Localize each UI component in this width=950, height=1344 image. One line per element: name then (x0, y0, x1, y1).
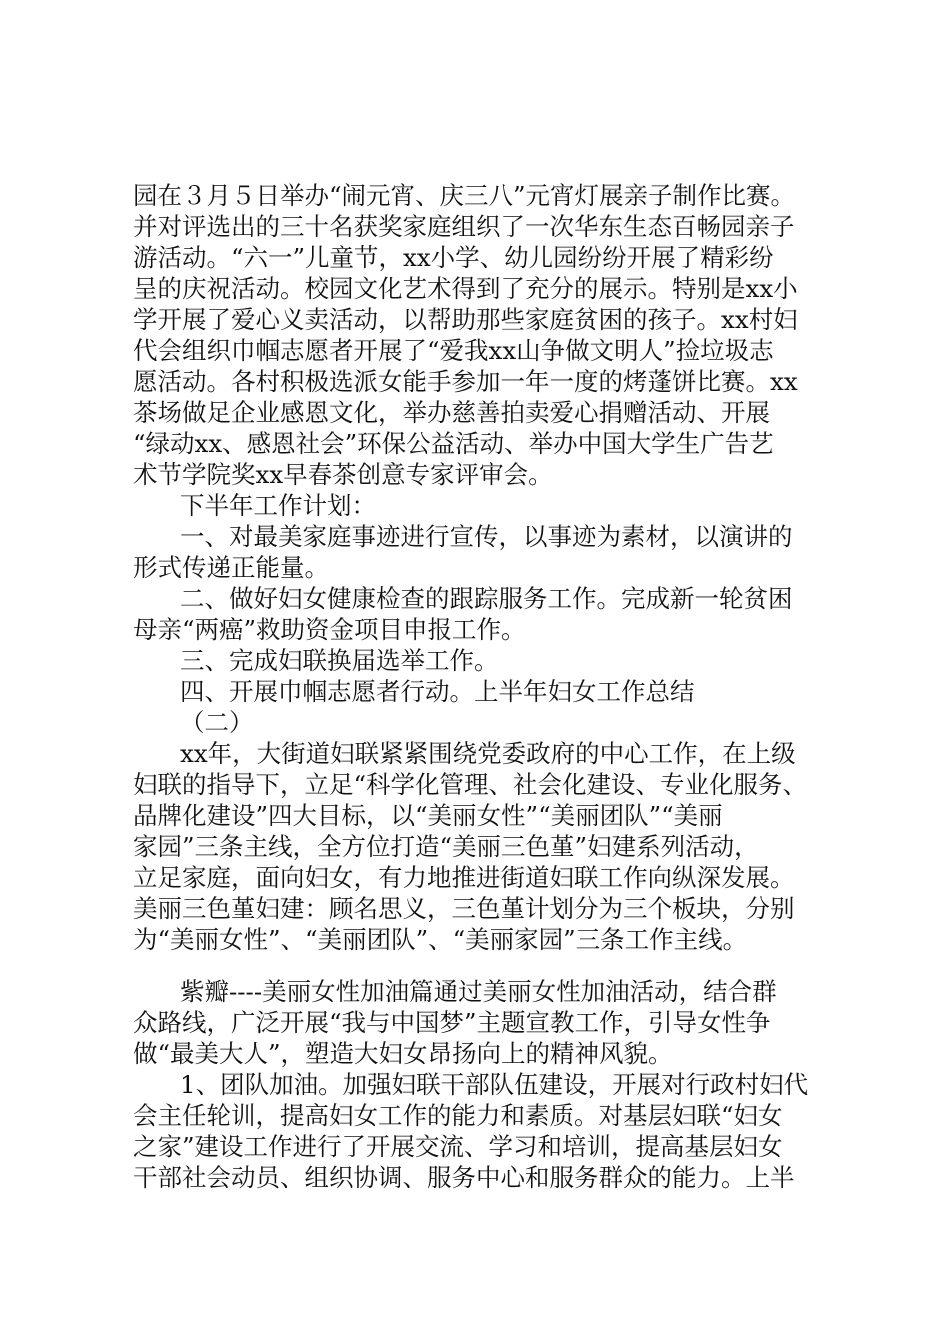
text-line: 代会组织巾帼志愿者开展了“爱我xx山争做文明人”捡垃圾志 (133, 336, 774, 365)
text-line: 茶场做足企业感恩文化，举办慈善拍卖爱心捐赠活动、开展 (133, 398, 770, 427)
text-line: 呈的庆祝活动。校园文化艺术得到了充分的展示。特别是xx小 (133, 274, 798, 303)
text-line: 妇联的指导下，立足“科学化管理、社会化建设、专业化服务、 (133, 770, 808, 799)
text-line: 园在３月５日举办“闹元宵、庆三八”元宵灯展亲子制作比赛。 (133, 181, 796, 210)
text-line: 会主任轮训，提高妇女工作的能力和素质。对基层妇联“妇女 (133, 1101, 783, 1130)
text-line: 美丽三色堇妇建：顾名思义，三色堇计划分为三个板块，分别 (133, 894, 795, 923)
text-line: 形式传递正能量。 (133, 553, 329, 582)
text-line: 紫瓣----美丽女性加油篇通过美丽女性加油活动，结合群 (180, 977, 777, 1006)
text-line: 1、团队加油。加强妇联干部队伍建设，开展对行政村妇代 (180, 1070, 809, 1099)
text-line: “绿动xx、感恩社会”环保公益活动、举办中国大学生广告艺 (133, 429, 774, 458)
text-line: 游活动。“六一”儿童节，xx小学、幼儿园纷纷开展了精彩纷 (133, 243, 774, 272)
text-line: 做“最美大人”，塑造大妇女昂扬向上的精神风貌。 (133, 1039, 673, 1068)
text-line: 母亲“两癌”救助资金项目申报工作。 (133, 615, 526, 644)
section-heading: 下半年工作计划： (180, 491, 376, 520)
text-line: 干部社会动员、组织协调、服务中心和服务群众的能力。上半 (133, 1163, 795, 1192)
text-line: 家园”三条主线，全方位打造“美丽三色堇”妇建系列活动， (133, 832, 759, 861)
text-line: 术节学院奖xx早春茶创意专家评审会。 (133, 460, 553, 489)
text-line: 三、完成妇联换届选举工作。 (180, 646, 499, 675)
section-number: （二） (180, 708, 254, 737)
text-line: 愿活动。各村积极选派女能手参加一年一度的烤蓬饼比赛。xx (133, 367, 798, 396)
text-line: 二、做好妇女健康检查的跟踪服务工作。完成新一轮贫困 (180, 584, 793, 613)
text-line: 之家”建设工作进行了开展交流、学习和培训，提高基层妇女 (133, 1132, 783, 1161)
text-line: xx年，大街道妇联紧紧围绕党委政府的中心工作，在上级 (180, 739, 796, 768)
text-line: 为“美丽女性”、“美丽团队”、“美丽家园”三条工作主线。 (133, 925, 748, 954)
text-line: 学开展了爱心义卖活动，以帮助那些家庭贫困的孩子。xx村妇 (133, 305, 798, 334)
text-line: 众路线，广泛开展“我与中国梦”主题宣教工作，引导女性争 (133, 1008, 771, 1037)
text-line: 一、对最美家庭事迹进行宣传，以事迹为素材，以演讲的 (180, 522, 793, 551)
text-line: 立足家庭，面向妇女，有力地推进街道妇联工作向纵深发展。 (133, 863, 795, 892)
text-line: 四、开展巾帼志愿者行动。上半年妇女工作总结 (180, 677, 695, 706)
text-line: 并对评选出的三十名获奖家庭组织了一次华东生态百畅园亲子 (133, 212, 795, 241)
text-line: 品牌化建设”四大目标，以“美丽女性”“美丽团队”“美丽 (133, 801, 723, 830)
